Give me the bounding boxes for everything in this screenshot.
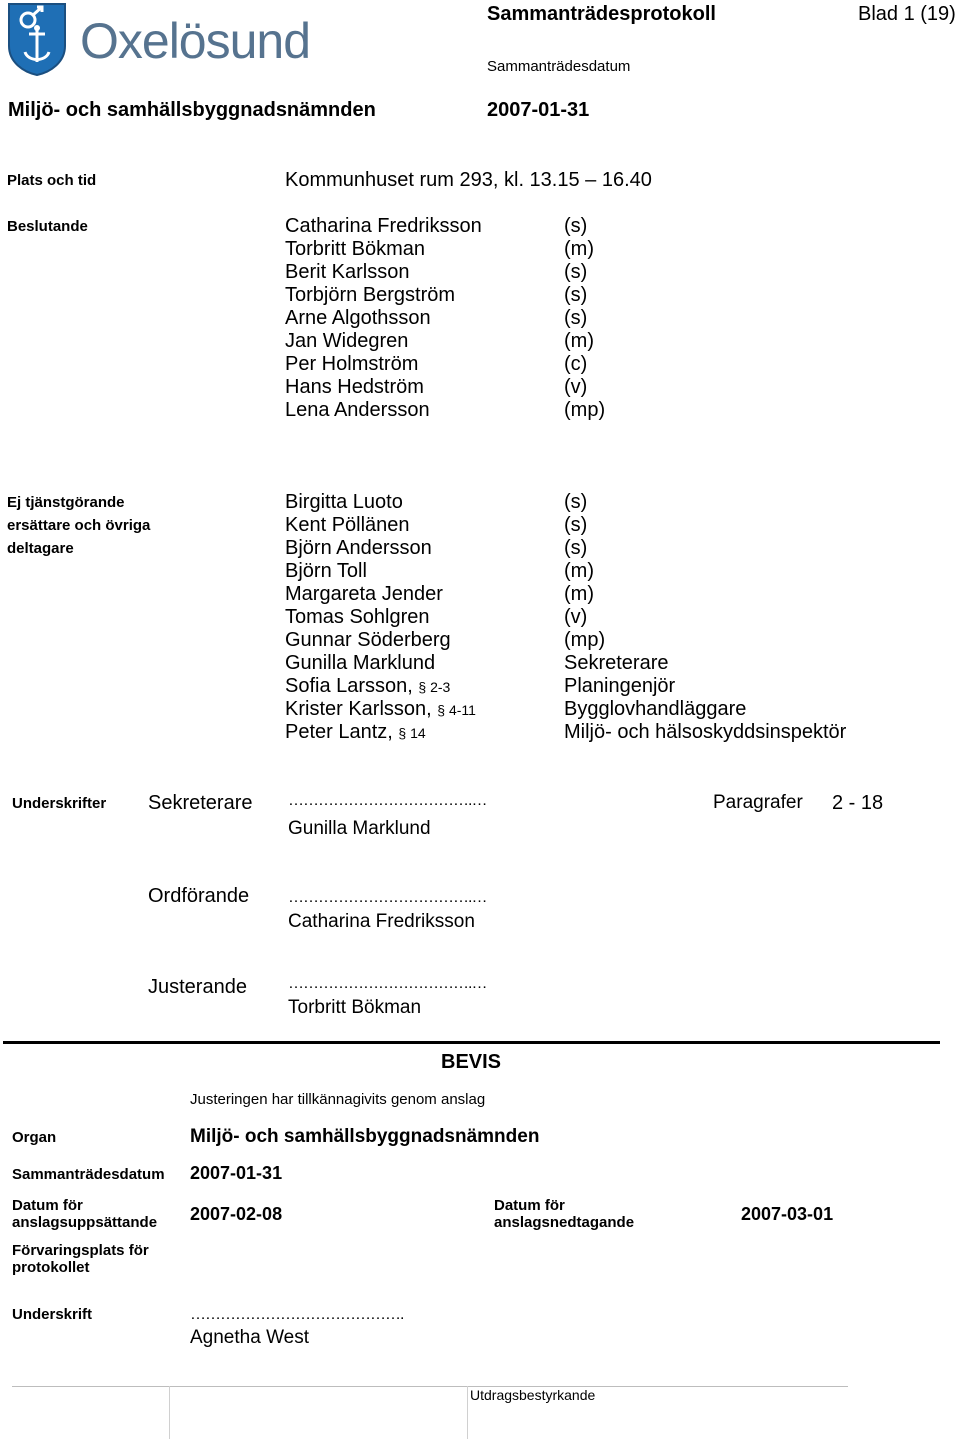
deciding-names (285, 215, 482, 422)
posting-date-label-line: anslagsuppsättande (12, 1214, 158, 1231)
removal-date-label-line: Datum för (494, 1197, 565, 1214)
signatory-name: Torbritt Bökman (288, 997, 422, 1018)
posting-date-value: 2007-02-08 (190, 1204, 283, 1224)
participant-role: (m) (564, 560, 594, 582)
document-type: Sammanträdesprotokoll (487, 3, 716, 25)
signature-dots: ……………………………….… (288, 889, 487, 906)
participant-name: Margareta Jender (285, 583, 443, 605)
organ-value: Miljö- och samhällsbyggnadsnämnden (190, 1126, 540, 1147)
participant-role: (v) (564, 606, 588, 628)
signer-name: Agnetha West (190, 1327, 310, 1348)
paragraphs-label: Paragrafer (713, 792, 803, 813)
participant-role: Miljö- och hälsoskyddsinspektör (564, 721, 847, 743)
member-name: Lena Andersson (285, 399, 430, 421)
others-label-line: ersättare och övriga (7, 517, 151, 534)
signature-dots: ……………………………….… (288, 792, 487, 809)
organ-label: Organ (12, 1129, 57, 1146)
participant-name: Björn Toll (285, 560, 367, 582)
signature-role: Ordförande (148, 885, 250, 907)
storage-label-line: Förvaringsplats för (12, 1242, 149, 1259)
coat-of-arms-icon (6, 2, 68, 76)
municipality-logo (6, 2, 336, 80)
header-date-label: Sammanträdesdatum (487, 58, 631, 75)
posting-date-label-line: Datum för (12, 1197, 83, 1214)
others-roles (564, 491, 846, 744)
participant-role: Sekreterare (564, 652, 669, 674)
member-name: Arne Algothsson (285, 307, 431, 329)
signature-dots: ……………………………….… (288, 975, 487, 992)
footer-cell-divider (467, 1386, 468, 1439)
certificate-title: BEVIS (441, 1051, 502, 1073)
paragraphs-value: 2 - 18 (832, 792, 884, 814)
participant-name: Peter Lantz, § 14 (285, 721, 426, 743)
signatures-label: Underskrifter (12, 795, 107, 812)
signature-line: ……………………………………. (190, 1306, 404, 1323)
storage-label-line: protokollet (12, 1259, 90, 1276)
footer-cell-divider (169, 1386, 170, 1439)
participant-name: Kent Pöllänen (285, 514, 410, 536)
signatory-name: Catharina Fredriksson (288, 911, 475, 932)
member-name: Per Holmström (285, 353, 419, 375)
participant-role: (m) (564, 583, 594, 605)
participant-role: (s) (564, 537, 588, 559)
member-name: Jan Widegren (285, 330, 409, 352)
participant-name: Gunnar Söderberg (285, 629, 451, 651)
place-value: Kommunhuset rum 293, kl. 13.15 – 16.40 (285, 169, 652, 191)
member-party: (mp) (564, 399, 606, 421)
member-party: (s) (564, 284, 588, 306)
others-label-line: deltagare (7, 540, 74, 557)
meeting-date-label: Sammanträdesdatum (12, 1166, 165, 1183)
removal-date-value: 2007-03-01 (741, 1204, 834, 1224)
member-party: (m) (564, 238, 594, 260)
member-name: Berit Karlsson (285, 261, 410, 283)
meeting-date: 2007-01-31 (487, 99, 590, 121)
member-name: Torbjörn Bergström (285, 284, 456, 306)
participant-role: Planingenjör (564, 675, 676, 697)
participant-name: Gunilla Marklund (285, 652, 436, 674)
meeting-date-value: 2007-01-31 (190, 1163, 283, 1183)
footer-extract-label: Utdragsbestyrkande (470, 1387, 596, 1403)
signatory-name: Gunilla Marklund (288, 818, 431, 839)
member-party: (v) (564, 376, 588, 398)
member-name: Hans Hedström (285, 376, 424, 398)
deciding-label: Beslutande (7, 218, 88, 235)
member-name: Torbritt Bökman (285, 238, 426, 260)
participant-name: Krister Karlsson, § 4-11 (285, 698, 476, 720)
participant-role: (s) (564, 491, 588, 513)
participant-name: Birgitta Luoto (285, 491, 403, 513)
participant-role: (s) (564, 514, 588, 536)
page-number: Blad 1 (19) (858, 3, 956, 25)
participant-role: (mp) (564, 629, 606, 651)
member-party: (m) (564, 330, 594, 352)
footer-rule (12, 1386, 848, 1387)
member-party: (s) (564, 261, 588, 283)
participant-name: Sofia Larsson, § 2-3 (285, 675, 451, 697)
deciding-parties (564, 215, 605, 422)
participant-name: Björn Andersson (285, 537, 432, 559)
removal-date-label-line: anslagsnedtagande (494, 1214, 635, 1231)
place-label: Plats och tid (7, 172, 97, 189)
member-party: (c) (564, 353, 588, 375)
signature-role: Justerande (148, 976, 247, 998)
member-name: Catharina Fredriksson (285, 215, 482, 237)
others-names (285, 491, 476, 744)
signature-role: Sekreterare (148, 792, 253, 814)
member-party: (s) (564, 307, 588, 329)
logo-wordmark: Oxelösund (80, 13, 311, 69)
participant-name: Tomas Sohlgren (285, 606, 430, 628)
certificate-intro: Justeringen har tillkännagivits genom anslag (190, 1091, 486, 1108)
committee-name: Miljö- och samhällsbyggnadsnämnden (8, 99, 376, 121)
others-label-line: Ej tjänstgörande (7, 494, 125, 511)
section-divider (3, 1041, 940, 1044)
member-party: (s) (564, 215, 588, 237)
participant-role: Bygglovhandläggare (564, 698, 747, 720)
signature-label: Underskrift (12, 1306, 93, 1323)
